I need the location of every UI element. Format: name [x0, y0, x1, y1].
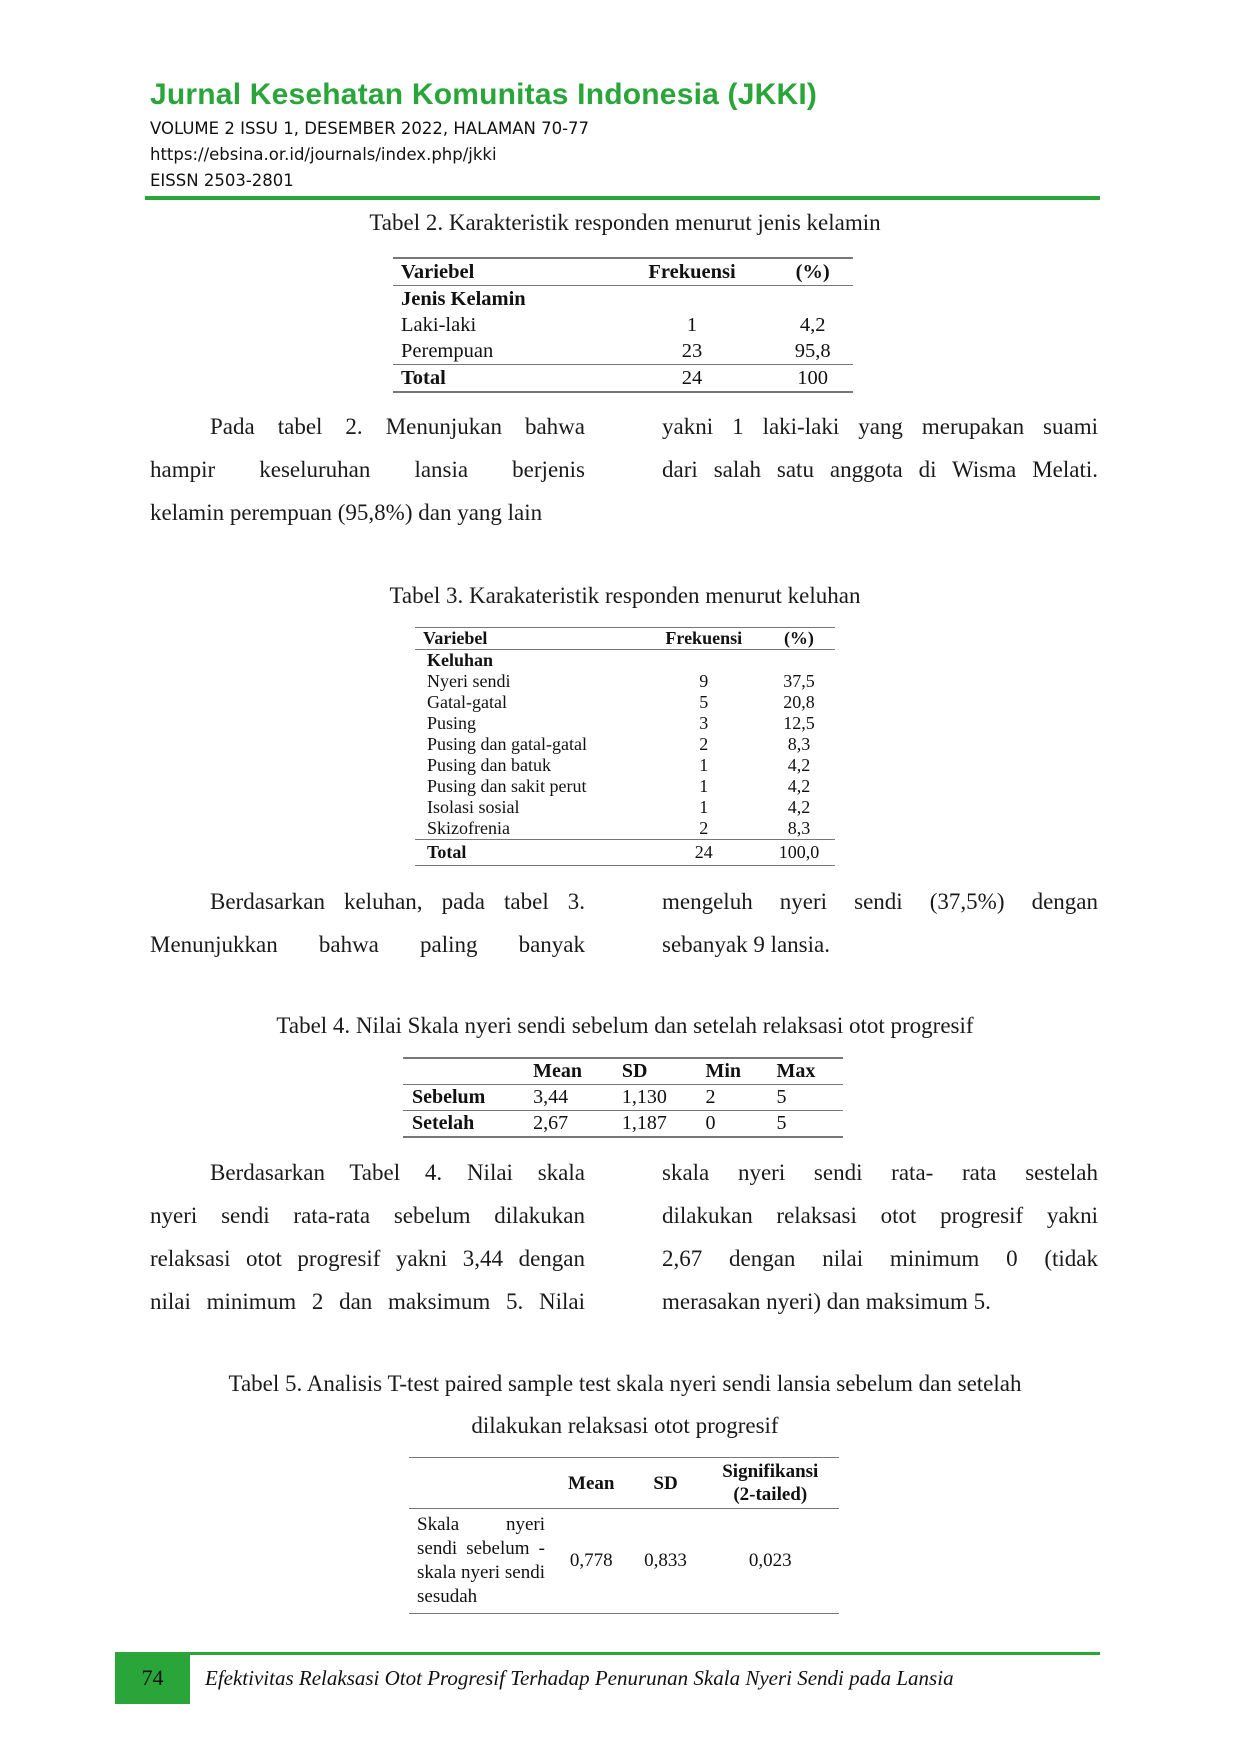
- table-row: [415, 818, 835, 840]
- issn-line: EISSN 2503-2801: [150, 171, 294, 190]
- page-number: 74: [141, 1665, 164, 1690]
- para-line: sebanyak 9 lansia.: [662, 932, 830, 957]
- para-line: nilai minimum 2 dan maksimum 5. Nilai: [150, 1289, 585, 1314]
- table-row: [403, 1111, 843, 1138]
- table-group-row: [415, 650, 835, 672]
- row-label: Pusing: [427, 713, 477, 733]
- para-line: 2,67 dengan nilai minimum 0 (tidak: [662, 1246, 1098, 1271]
- para3-right: [662, 1151, 1098, 1323]
- para3-left: [150, 1151, 585, 1323]
- freq-cell: 1: [699, 797, 709, 817]
- table-total-row: [415, 840, 835, 866]
- para-line: dilakukan relaksasi otot progresif yakni: [662, 1203, 1098, 1228]
- header-cell: [702, 1458, 839, 1509]
- row-label: Laki-laki: [401, 314, 477, 336]
- table-row: [415, 713, 835, 734]
- para-line: nyeri sendi rata-rata sebelum dilakukan: [150, 1203, 585, 1228]
- para1-left: [150, 405, 585, 534]
- total-pct: 100,0: [763, 840, 835, 866]
- pct-cell: 4,2: [787, 755, 811, 775]
- row-label: Pusing dan batuk: [427, 755, 551, 775]
- group-label: Jenis Kelamin: [401, 288, 526, 310]
- table-row: [415, 755, 835, 776]
- table-row: [409, 1509, 839, 1614]
- para-line: hampir keseluruhan lansia berjenis: [150, 457, 585, 482]
- table-header-row: [393, 258, 853, 286]
- row-label: Isolasi sosial: [427, 797, 520, 817]
- pct-cell: 95,8: [794, 340, 831, 362]
- para-line: Pada tabel 2. Menunjukan bahwa: [210, 414, 585, 439]
- freq-cell: 2: [699, 818, 709, 838]
- mean-cell: 3,44: [524, 1085, 613, 1111]
- mean-cell: 2,67: [524, 1111, 613, 1138]
- table-total-row: [393, 365, 853, 393]
- group-label: Keluhan: [427, 650, 494, 670]
- table2: [393, 257, 853, 393]
- table-row: [415, 671, 835, 692]
- pct-cell: 4,2: [787, 797, 811, 817]
- sig-cell: 0,023: [702, 1509, 839, 1614]
- para-line: relaksasi otot progresif yakni 3,44 dengan: [150, 1246, 585, 1271]
- sd-cell: 1,187: [613, 1111, 697, 1138]
- table3: [415, 627, 835, 866]
- total-label: Total: [393, 365, 612, 393]
- header-cell: Frekuensi: [645, 628, 763, 650]
- table-row: [415, 776, 835, 797]
- table5: [409, 1457, 839, 1614]
- freq-cell: 1: [699, 755, 709, 775]
- pct-cell: 8,3: [787, 818, 811, 838]
- pct-cell: 37,5: [783, 671, 815, 691]
- total-freq: 24: [645, 840, 763, 866]
- max-cell: 5: [768, 1085, 844, 1111]
- header-cell: SD: [613, 1058, 697, 1085]
- para1-right: [662, 405, 1098, 491]
- min-cell: 0: [696, 1111, 767, 1138]
- header-cell: Frekuensi: [612, 258, 773, 286]
- pct-cell: 8,3: [787, 734, 811, 754]
- row-label: Perempuan: [401, 340, 494, 362]
- table-row: [415, 797, 835, 818]
- header-cell: Variebel: [393, 258, 612, 286]
- journal-title: Jurnal Kesehatan Komunitas Indonesia (JKKI): [150, 78, 818, 111]
- freq-cell: 1: [686, 314, 698, 336]
- para-line: merasakan nyeri) dan maksimum 5.: [662, 1289, 991, 1314]
- table-row: [403, 1085, 843, 1111]
- header-sig-line1: Signifikansi: [722, 1461, 819, 1482]
- para-line: Menunjukkan bahwa paling banyak: [150, 932, 585, 957]
- total-label: Total: [415, 840, 645, 866]
- row-label: Skizofrenia: [427, 818, 510, 838]
- pct-cell: 4,2: [799, 314, 826, 336]
- sd-cell: 1,130: [613, 1085, 697, 1111]
- mean-cell: 0,778: [553, 1509, 630, 1614]
- row-label: Sebelum: [403, 1085, 524, 1111]
- header-cell: Max: [768, 1058, 844, 1085]
- para-line: Berdasarkan Tabel 4. Nilai skala: [210, 1160, 585, 1185]
- freq-cell: 9: [699, 671, 709, 691]
- min-cell: 2: [696, 1085, 767, 1111]
- para-line: skala nyeri sendi rata- rata sestelah: [662, 1160, 1098, 1185]
- table-header-row: [415, 628, 835, 650]
- table-row: [415, 734, 835, 755]
- para2-right: [662, 880, 1098, 966]
- freq-cell: 1: [699, 776, 709, 796]
- header-sig-line2: (2-tailed): [733, 1484, 808, 1505]
- url-line[interactable]: https://ebsina.or.id/journals/index.php/jkki: [150, 145, 497, 164]
- table5-caption-line1: Tabel 5. Analisis T-test paired sample test skala nyeri sendi lansia sebelum dan setelah: [228, 1371, 1022, 1396]
- header-cell: SD: [630, 1458, 702, 1509]
- footer-divider: [115, 1652, 1100, 1655]
- header-divider: [145, 196, 1100, 200]
- table-row: [415, 692, 835, 713]
- para-line: Berdasarkan keluhan, pada tabel 3.: [210, 889, 585, 914]
- para2-left: [150, 880, 585, 966]
- table5-caption-line2: dilakukan relaksasi otot progresif: [471, 1413, 779, 1438]
- pct-cell: 4,2: [787, 776, 811, 796]
- row-label: Nyeri sendi: [427, 671, 511, 691]
- table4: [403, 1057, 843, 1138]
- table2-caption: Tabel 2. Karakteristik responden menurut jenis kelamin: [369, 210, 881, 235]
- total-freq: 24: [612, 365, 773, 393]
- para-line: mengeluh nyeri sendi (37,5%) dengan: [662, 889, 1098, 914]
- row-label: Pusing dan gatal-gatal: [427, 734, 587, 754]
- table-header-row: [403, 1058, 843, 1085]
- header-cell: Mean: [524, 1058, 613, 1085]
- max-cell: 5: [768, 1111, 844, 1138]
- sd-cell: 0,833: [630, 1509, 702, 1614]
- table-row: [393, 312, 853, 338]
- table-header-row: [409, 1458, 839, 1509]
- para-line: kelamin perempuan (95,8%) dan yang lain: [150, 500, 543, 525]
- freq-cell: 2: [699, 734, 709, 754]
- header-cell: Variebel: [415, 628, 645, 650]
- pct-cell: 12,5: [783, 713, 815, 733]
- table-group-row: [393, 286, 853, 313]
- table-row: [393, 338, 853, 365]
- running-title: Efektivitas Relaksasi Otot Progresif Terhadap Penurunan Skala Nyeri Sendi pada Lansia: [205, 1666, 954, 1690]
- para-line: yakni 1 laki-laki yang merupakan suami: [662, 414, 1098, 439]
- row-label: Gatal-gatal: [427, 692, 507, 712]
- header-cell: (%): [763, 628, 835, 650]
- header-cell: Mean: [553, 1458, 630, 1509]
- para-line: dari salah satu anggota di Wisma Melati.: [662, 457, 1098, 482]
- header-cell: Min: [696, 1058, 767, 1085]
- table3-caption: Tabel 3. Karakateristik responden menurut keluhan: [389, 583, 861, 608]
- freq-cell: 23: [681, 340, 703, 362]
- freq-cell: 3: [699, 713, 709, 733]
- table4-caption: Tabel 4. Nilai Skala nyeri sendi sebelum dan setelah relaksasi otot progresif: [276, 1013, 974, 1038]
- header-cell: [403, 1058, 524, 1085]
- header-cell: [409, 1458, 553, 1509]
- volume-line: VOLUME 2 ISSU 1, DESEMBER 2022, HALAMAN 70-77: [150, 119, 590, 138]
- freq-cell: 5: [699, 692, 709, 712]
- pct-cell: 20,8: [783, 692, 815, 712]
- header-cell: (%): [772, 258, 853, 286]
- row-label: Setelah: [403, 1111, 524, 1138]
- total-pct: 100: [772, 365, 853, 393]
- row-label: Pusing dan sakit perut: [427, 776, 587, 796]
- row-label: Skala nyeri sendi sebelum - skala nyeri sendi sesudah: [409, 1509, 553, 1614]
